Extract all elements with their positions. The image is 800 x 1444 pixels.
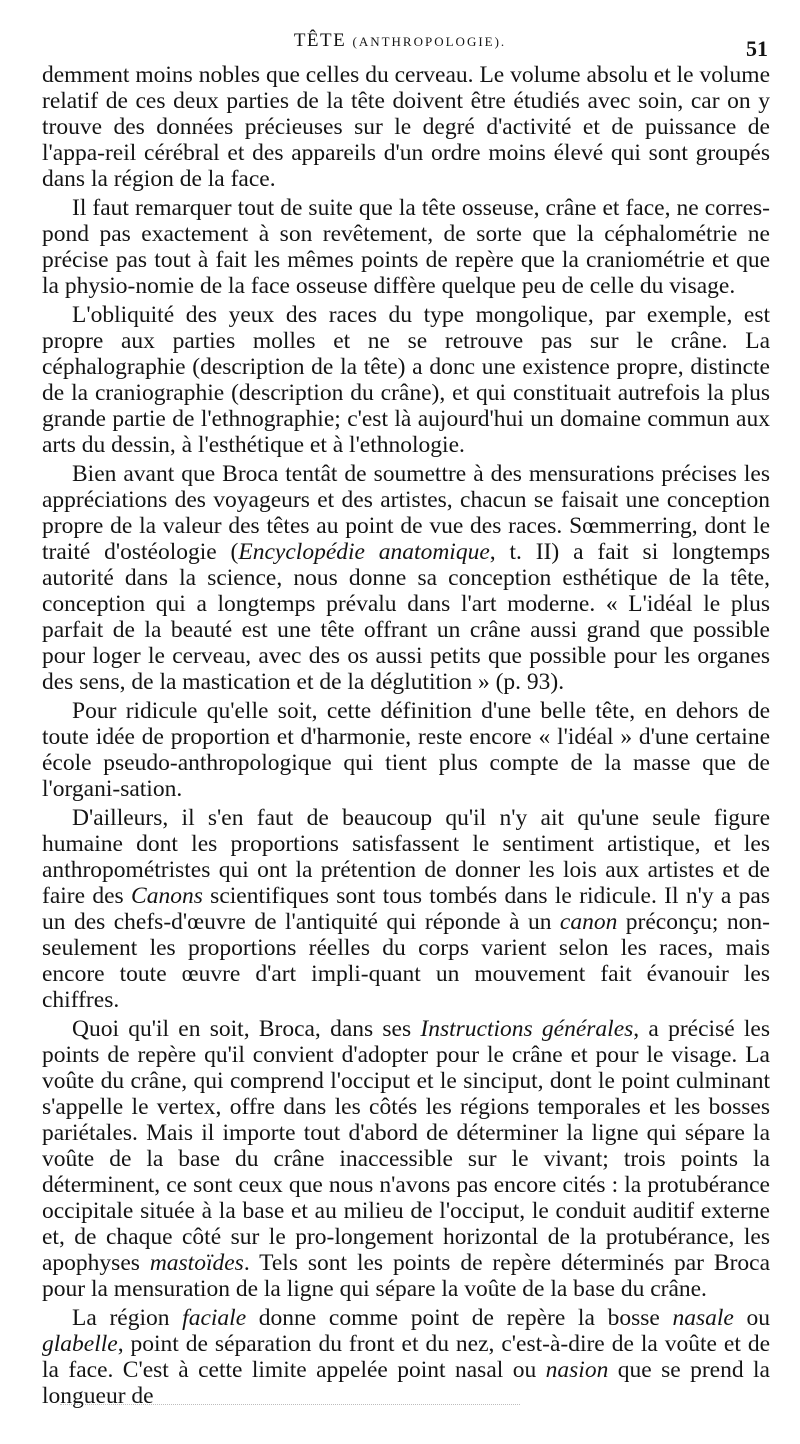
italic-text: nasale [672,1305,734,1331]
italic-text: canon [559,909,618,935]
italic-text: mastoïdes [149,1250,244,1276]
text-run: La région [72,1305,183,1331]
text-run: , t. II) a fait si longtemps autorité dans la science, nous donne sa conception esthétique de la tête, conception qui a longtemps prévalu dans l'art moderne. « L'idéal le plus parfait de la beauté est une tête offrant un crâne aussi grand que possible pour loger le cerveau, avec des os aussi petits que possible pour les organes des sens, de la mastication et de la déglutition » (p. 93). [42,539,770,695]
italic-text: glabelle [42,1331,118,1357]
italic-text: Instructions générales [420,1016,634,1042]
text-run: Pour ridicule qu'elle soit, cette définition d'une belle tête, en dehors de toute idée de proportion et d'harmonie, reste encore « l'idéal » d'une certaine école pseudo-anthropologique qui tient plus compte de la masse que de l'organi-sation. [42,698,770,802]
italic-text: Canons [131,883,203,909]
text-run: demment moins nobles que celles du cerveau. Le volume absolu et le volume relatif de ces deux parties de la tête doivent être étudiés avec soin, car on y trouve des données précieuses sur le degré d'activité et de puissance de l'appa-reil cérébral et des appareils d'un ordre moins élevé qui sont groupés dans la région de la face. [42,62,770,192]
italic-text: Encyclopédie anatomique [238,539,490,565]
running-head [0,30,800,52]
text-run: L'obliquité des yeux des races du type mongolique, par exemple, est propre aux parties molles et ne se retrouve pas sur le crâne. La céphalographie (description de la tête) a donc une existence propre, distincte de la craniographie (description du crâne), et qui constituait autrefois la plus grande partie de l'ethnographie; c'est là aujourd'hui un domaine commun aux arts du dessin, à l'esthétique et à l'ethnologie. [42,302,770,458]
paragraph [42,461,770,695]
text-run: Bien avant que Broca tentât de soumettre à des mensurations précises les appréciations des voyageurs et des artistes, chacun se faisait une conception propre de la valeur des têtes au point de vue des races. Sœmmerring, dont le traité d'ostéologie ( [42,461,770,565]
text-run: , a précisé les points de repère qu'il convient d'adopter pour le crâne et pour le visage. La voûte du crâne, qui comprend l'occiput et le sinciput, dont le point culminant s'appelle le vertex, offre dans les côtés les régions temporales et les bosses pariétales. Mais il importe tout d'abord de déterminer la ligne qui sépare la voûte de la base du crâne inaccessible sur le vivant; trois points la déterminent, ce sont ceux que nous n'avons pas encore cités : la protubérance occipitale située à la base et au milieu de l'occiput, le conduit auditif externe et, de chaque côté sur le pro-longement horizontal de la protubérance, les apophyses [42,1016,770,1276]
header-subtitle: (ANTHROPOLOGIE). [352,34,507,49]
page-number: 51 [746,36,768,61]
italic-text: faciale [182,1305,247,1331]
paragraph [42,805,770,1013]
text-run: que se prend la longueur de [42,1357,770,1409]
paragraph [42,195,770,299]
page-header [0,26,800,66]
text-run: . Tels sont les points de repère déterminés par Broca pour la mensuration de la ligne qui sépare la voûte de la base du crâne. [42,1250,771,1302]
paragraph [42,698,770,802]
text-run: Quoi qu'il en soit, Broca, dans ses [72,1016,421,1042]
footer-smudge [60,1404,520,1405]
italic-text: nasion [545,1357,609,1383]
paragraph [42,62,770,192]
paragraph [42,302,770,458]
header-title: TÊTE [293,30,347,51]
text-run: scientifiques sont tous tombés dans le ridicule. Il n'y a pas un des chefs-d'œuvre de l'antiquité qui réponde à un [42,883,770,935]
body-text [42,62,770,1412]
text-run: ou [733,1305,770,1331]
text-run: préconçu; non-seulement les proportions réelles du corps varient selon les races, mais encore toute œuvre d'art impli-quant un mouvement fait évanouir les chiffres. [42,909,770,1013]
text-run: , point de séparation du front et du nez, c'est-à-dire de la voûte et de la face. C'est à cette limite appelée point nasal ou [42,1331,770,1383]
text-run: D'ailleurs, il s'en faut de beaucoup qu'il n'y ait qu'une seule figure humaine dont les proportions satisfassent le sentiment artistique, et les anthropométristes qui ont la prétention de donner les lois aux artistes et de faire des [42,805,770,909]
text-run: donne comme point de repère la bosse [246,1305,673,1331]
text-run: Il faut remarquer tout de suite que la tête osseuse, crâne et face, ne corres-pond pas exactement à son revêtement, de sorte que la céphalométrie ne précise pas tout à fait les mêmes points de repère que la craniométrie et que la physio-nomie de la face osseuse diffère quelque peu de celle du visage. [42,195,770,299]
paragraph [42,1305,770,1409]
paragraph [42,1016,770,1302]
